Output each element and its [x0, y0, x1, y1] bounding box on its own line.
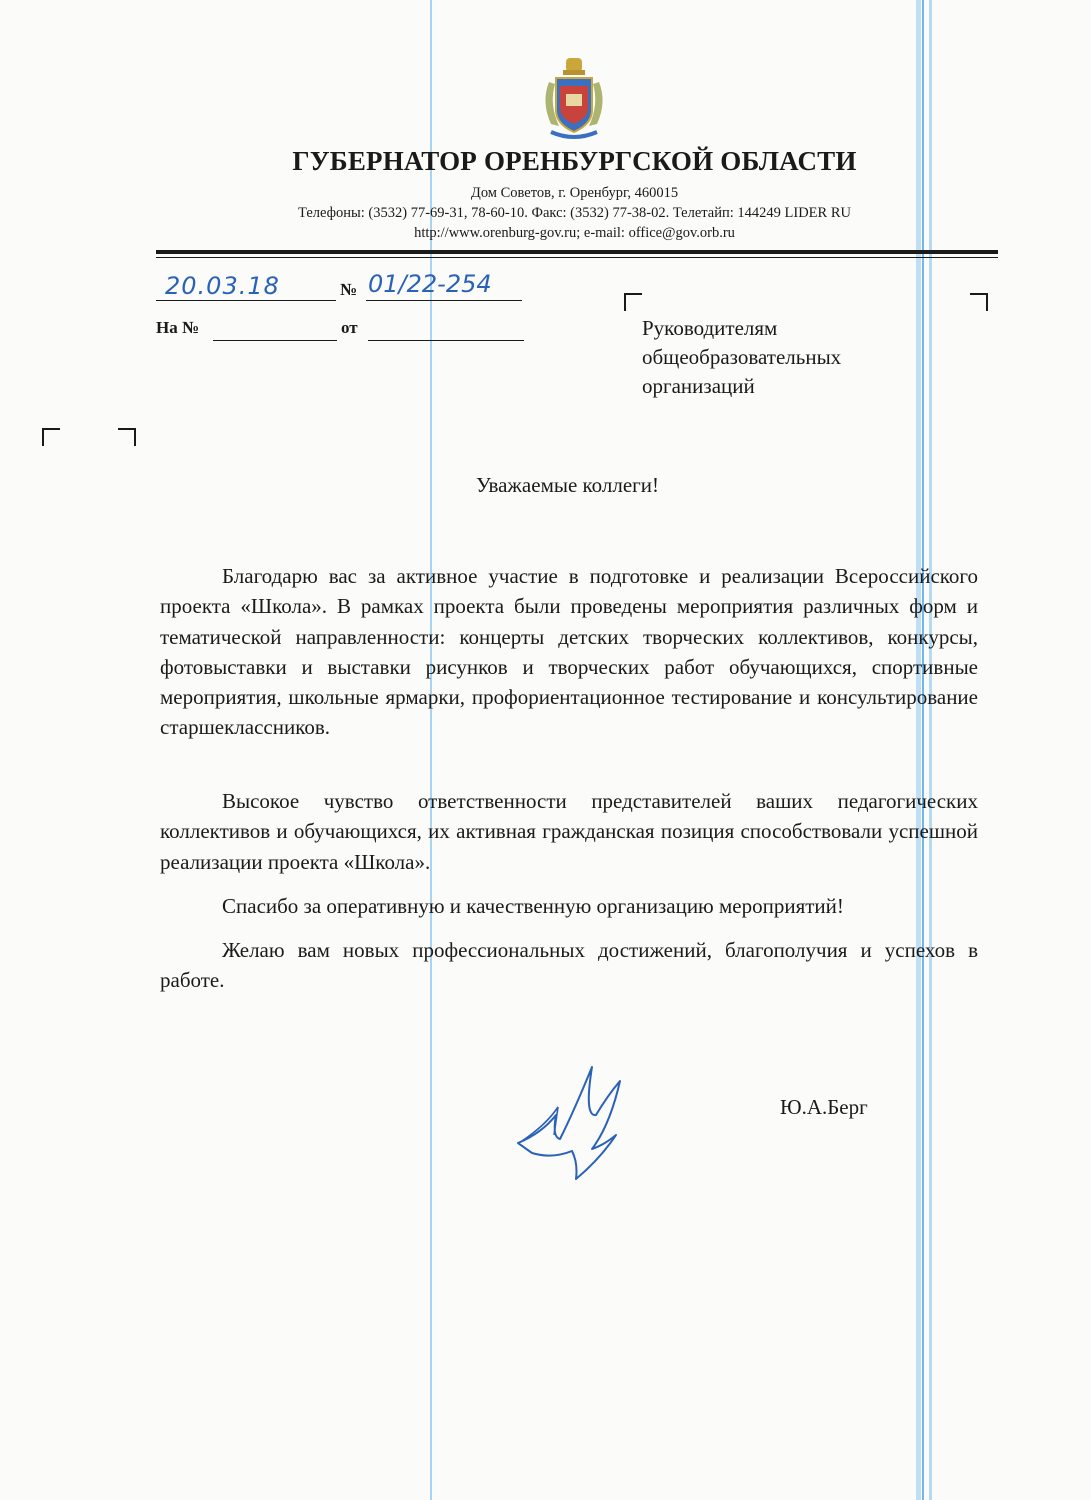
coat-of-arms-icon: [539, 52, 609, 140]
header-web: http://www.orenburg-gov.ru; e-mail: office@gov.orb.ru: [414, 225, 735, 241]
body-paragraph: Высокое чувство ответственности представителей ваших педагогических коллективов и обучающихся, их активная гражданская позиция способствовали успешной реализации проекта «Школа».: [160, 789, 978, 874]
header-phones: Телефоны: (3532) 77-69-31, 78-60-10. Факс: (3532) 77-38-02. Телетайп: 144249 LIDER RU: [298, 205, 851, 221]
body-paragraph: Желаю вам новых профессиональных достижений, благополучия и успехов в работе.: [160, 938, 978, 993]
reference-date-line: [368, 340, 524, 341]
subject-corner-mark: [42, 428, 60, 446]
recipient-line: общеобразовательных: [642, 345, 842, 369]
recipient-block: [642, 314, 841, 401]
recipient-line: Руководителям: [642, 316, 778, 340]
reference-number-line: [213, 340, 337, 341]
reference-label: На №: [156, 318, 200, 337]
registration-number-line: [366, 300, 522, 301]
registration-number-label: №: [340, 280, 358, 299]
signer-name: Ю.А.Берг: [780, 1095, 868, 1119]
header-address: Дом Советов, г. Оренбург, 460015: [470, 185, 679, 201]
registration-date-line: [156, 300, 336, 301]
greeting: Уважаемые коллеги!: [475, 473, 660, 497]
header-rule: [156, 257, 998, 258]
address-corner-mark: [970, 293, 988, 311]
reference-from-label: от: [341, 318, 358, 337]
header-rule: [156, 250, 998, 254]
handwritten-signature: [512, 1055, 632, 1183]
header-title: ГУБЕРНАТОР ОРЕНБУРГСКОЙ ОБЛАСТИ: [292, 146, 857, 176]
address-corner-mark: [624, 293, 642, 311]
registration-date: 20.03.18: [165, 272, 280, 300]
subject-corner-mark: [118, 428, 136, 446]
body-paragraph: Благодарю вас за активное участие в подготовке и реализации Всероссийского проекта «Школа». В рамках проекта были проведены мероприятия различных форм и тематической направленности: концерты детских творческих коллективов, конкурсы, фотовыставки и выставки рисунков и творческих работ обучающихся, спортивные мероприятия, школьные ярмарки, профориентационное тестирование и консультирование старшеклассников.: [160, 564, 978, 740]
registration-number: 01/22-254: [368, 270, 492, 298]
body-paragraph: Спасибо за оперативную и качественную организацию мероприятий!: [222, 894, 844, 918]
recipient-line: организаций: [642, 374, 755, 398]
